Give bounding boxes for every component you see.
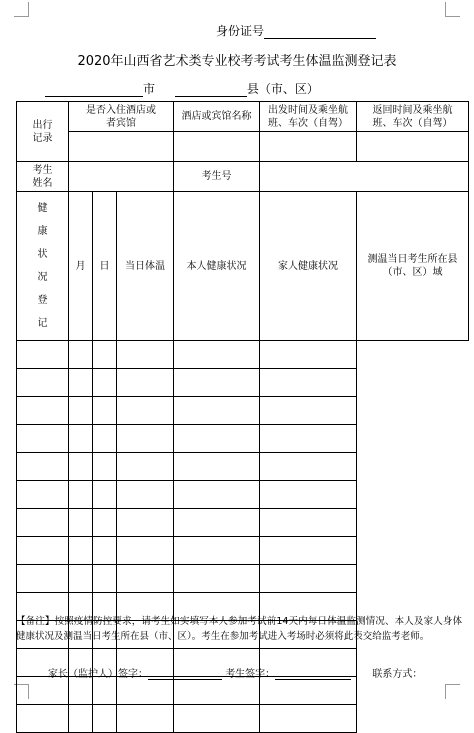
location-cell[interactable]: [260, 425, 357, 453]
temperature-cell[interactable]: [93, 537, 117, 565]
month-cell[interactable]: [17, 677, 69, 705]
city-county-line: [45, 80, 319, 97]
day-cell[interactable]: [69, 537, 93, 565]
family-health-cell[interactable]: [174, 565, 260, 593]
day-cell[interactable]: [69, 397, 93, 425]
return-cell[interactable]: [357, 132, 469, 162]
month-cell[interactable]: [17, 341, 69, 369]
health-row: [17, 341, 469, 369]
health-row: [17, 425, 469, 453]
month-cell[interactable]: [17, 425, 69, 453]
travel-input-row: [17, 132, 469, 162]
health-row: [17, 677, 469, 705]
self-health-cell[interactable]: [117, 565, 174, 593]
temperature-cell[interactable]: [93, 565, 117, 593]
id-number-line: [216, 22, 376, 39]
family-health-cell[interactable]: [174, 425, 260, 453]
month-cell[interactable]: [17, 453, 69, 481]
temperature-cell[interactable]: [93, 481, 117, 509]
location-header: 测温当日考生所在县（市、区）域: [357, 192, 469, 341]
family-health-cell[interactable]: [174, 369, 260, 397]
self-health-cell[interactable]: [117, 341, 174, 369]
county-blank[interactable]: [175, 83, 247, 97]
self-health-cell[interactable]: [117, 481, 174, 509]
location-cell[interactable]: [260, 537, 357, 565]
family-health-cell[interactable]: [174, 537, 260, 565]
health-row: [17, 509, 469, 537]
travel-header-row: [17, 102, 469, 132]
hotel-stay-cell[interactable]: [69, 132, 174, 162]
hotel-stay-header: 是否入住酒店或者宾馆: [69, 102, 174, 132]
month-cell[interactable]: [17, 397, 69, 425]
family-health-cell[interactable]: [174, 677, 260, 705]
day-cell[interactable]: [69, 481, 93, 509]
depart-header: 出发时间及乘坐航班、车次（自驾）: [260, 102, 357, 132]
location-cell[interactable]: [260, 369, 357, 397]
family-health-cell[interactable]: [174, 397, 260, 425]
health-row: [17, 565, 469, 593]
location-cell[interactable]: [260, 509, 357, 537]
temperature-cell[interactable]: [93, 341, 117, 369]
candidate-name-label: 考生姓名: [17, 162, 69, 192]
month-header: 月: [69, 192, 93, 341]
family-health-cell[interactable]: [174, 453, 260, 481]
health-header-row: [17, 192, 469, 341]
month-cell[interactable]: [17, 537, 69, 565]
family-health-cell[interactable]: [174, 481, 260, 509]
crop-mark-top-left: [14, 2, 29, 17]
location-cell[interactable]: [260, 677, 357, 705]
health-row: [17, 453, 469, 481]
month-cell[interactable]: [17, 705, 69, 733]
hotel-name-cell[interactable]: [174, 132, 260, 162]
health-row: [17, 537, 469, 565]
health-row: [17, 397, 469, 425]
location-cell[interactable]: [260, 341, 357, 369]
location-cell[interactable]: [260, 705, 357, 733]
family-health-cell[interactable]: [174, 705, 260, 733]
month-cell[interactable]: [17, 481, 69, 509]
health-side-label: 健 康 状 况 登 记: [17, 192, 69, 341]
self-health-cell[interactable]: [117, 705, 174, 733]
self-health-cell[interactable]: [117, 509, 174, 537]
student-signature-label: 考生签字：: [225, 669, 276, 680]
candidate-name-cell[interactable]: [69, 162, 174, 192]
temperature-cell[interactable]: [93, 369, 117, 397]
self-health-header: 本人健康状况: [174, 192, 260, 341]
temperature-cell[interactable]: [93, 509, 117, 537]
remark-note: 【备注】按照疫情防控要求，请考生如实填写本人参加考试前14天内每日体温监测情况、本人及家人身体健康状况及测温当日考生所在县（市、区）。考生在参加考试进入考场时必须将此表交给监考老师。: [16, 616, 462, 642]
location-cell[interactable]: [260, 481, 357, 509]
candidate-number-cell[interactable]: [260, 162, 469, 192]
self-health-cell[interactable]: [117, 425, 174, 453]
location-cell[interactable]: [260, 453, 357, 481]
depart-cell[interactable]: [260, 132, 357, 162]
location-cell[interactable]: [260, 565, 357, 593]
health-row: [17, 481, 469, 509]
day-cell[interactable]: [69, 453, 93, 481]
health-row: [17, 369, 469, 397]
contact-label: 联系方式：: [372, 669, 423, 680]
month-cell[interactable]: [17, 509, 69, 537]
temperature-header: 当日体温: [117, 192, 174, 341]
location-cell[interactable]: [260, 397, 357, 425]
travel-row-label: 出行记录: [17, 102, 69, 162]
family-health-header: 家人健康状况: [260, 192, 357, 341]
month-cell[interactable]: [17, 565, 69, 593]
city-suffix: 市: [143, 82, 156, 96]
candidate-row: [17, 162, 469, 192]
student-signature-blank[interactable]: [275, 668, 351, 680]
day-cell[interactable]: [69, 677, 93, 705]
candidate-number-label: 考生号: [174, 162, 260, 192]
day-header: 日: [93, 192, 117, 341]
self-health-cell[interactable]: [117, 453, 174, 481]
id-number-label: 身份证号: [216, 24, 265, 38]
day-cell[interactable]: [69, 341, 93, 369]
day-cell[interactable]: [69, 705, 93, 733]
temperature-cell[interactable]: [93, 677, 117, 705]
guardian-signature-label: 家长（监护人）签字：: [48, 669, 148, 680]
temperature-cell[interactable]: [93, 397, 117, 425]
hotel-name-header: 酒店或宾馆名称: [174, 102, 260, 132]
day-cell[interactable]: [69, 565, 93, 593]
return-header: 返回时间及乘坐航班、车次（自驾）: [357, 102, 469, 132]
guardian-signature-blank[interactable]: [148, 668, 222, 680]
id-number-blank[interactable]: [264, 25, 376, 39]
signature-line: [48, 665, 422, 680]
self-health-cell[interactable]: [117, 397, 174, 425]
temperature-cell[interactable]: [93, 453, 117, 481]
crop-mark-top-right: [445, 2, 460, 17]
day-cell[interactable]: [69, 509, 93, 537]
health-row: [17, 705, 469, 733]
day-cell[interactable]: [69, 369, 93, 397]
self-health-cell[interactable]: [117, 677, 174, 705]
day-cell[interactable]: [69, 425, 93, 453]
family-health-cell[interactable]: [174, 341, 260, 369]
page-title: 2020年山西省艺术类专业校考考试考生体温监测登记表: [77, 54, 397, 69]
month-cell[interactable]: [17, 369, 69, 397]
self-health-cell[interactable]: [117, 369, 174, 397]
family-health-cell[interactable]: [174, 509, 260, 537]
self-health-cell[interactable]: [117, 537, 174, 565]
temperature-cell[interactable]: [93, 425, 117, 453]
temperature-cell[interactable]: [93, 705, 117, 733]
city-blank[interactable]: [45, 83, 143, 97]
county-suffix: 县（市、区）: [246, 82, 319, 96]
